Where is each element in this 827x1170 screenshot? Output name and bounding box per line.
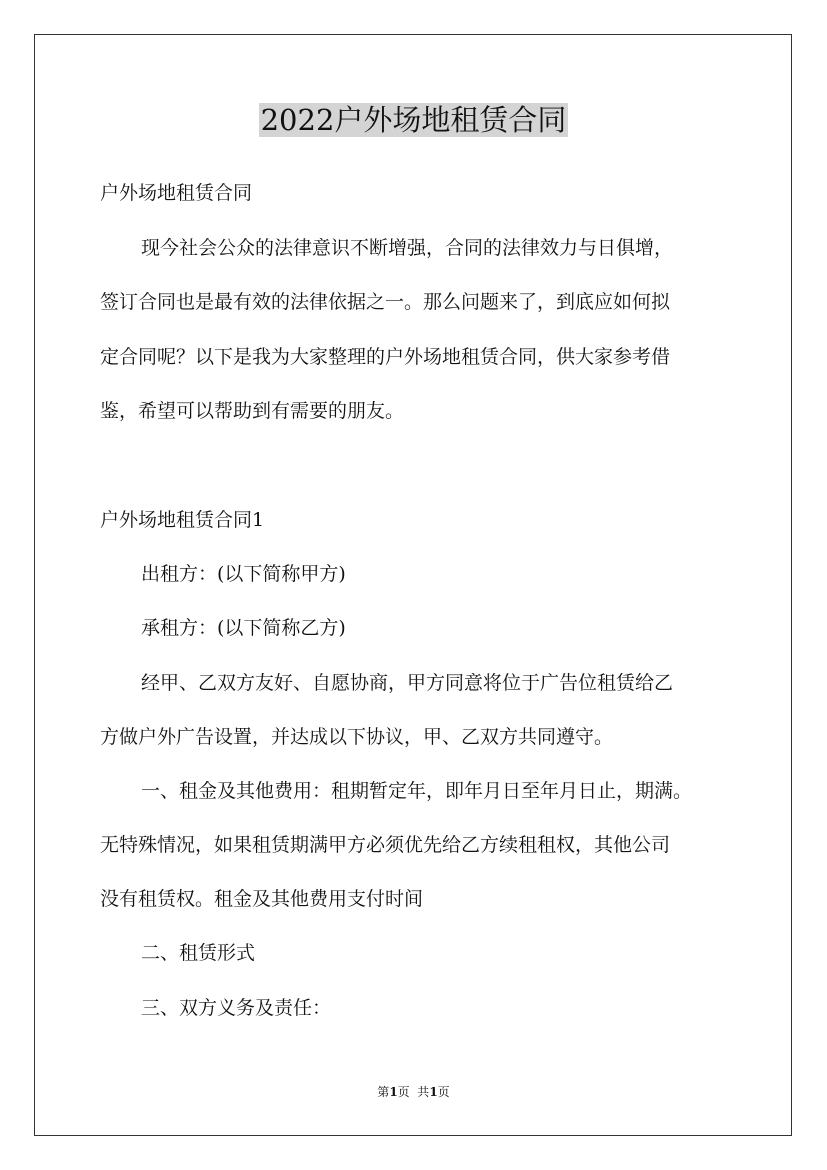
footer-page-number: 1 (389, 1085, 398, 1099)
paragraph-line: 鉴，希望可以帮助到有需要的朋友。 (100, 400, 405, 422)
clause-heading: 三、双方义务及责任： (141, 997, 332, 1019)
clause-heading: 二、租赁形式 (141, 942, 256, 964)
footer-page-total: 1 (429, 1085, 438, 1099)
document-title-text: 2022户外场地租赁合同 (260, 103, 567, 137)
lessor-line: 出租方：(以下简称甲方) (141, 563, 346, 585)
lessee-line: 承租方：(以下简称乙方) (141, 617, 346, 639)
footer-page-mid: 页 共 (397, 1085, 430, 1099)
document-title (0, 100, 827, 140)
footer-page-suffix: 页 (437, 1085, 450, 1099)
contract-heading: 户外场地租赁合同1 (100, 509, 265, 531)
clause-line: 没有租赁权。租金及其他费用支付时间 (100, 888, 424, 910)
paragraph-line: 定合同呢？以下是我为大家整理的户外场地租赁合同，供大家参考借 (100, 346, 671, 368)
paragraph-line: 方做户外广告设置，并达成以下协议，甲、乙双方共同遵守。 (100, 726, 614, 748)
page-footer (0, 1084, 827, 1100)
paragraph-line: 经甲、乙双方友好、自愿协商，甲方同意将位于广告位租赁给乙 (141, 672, 674, 694)
paragraph-line: 签订合同也是最有效的法律依据之一。那么问题来了，到底应如何拟 (100, 291, 671, 313)
section-heading: 户外场地租赁合同 (100, 182, 253, 204)
footer-page-prefix: 第 (377, 1085, 390, 1099)
clause-line: 一、租金及其他费用：租期暂定年，即年月日至年月日止，期满。 (141, 780, 693, 802)
paragraph-line: 现今社会公众的法律意识不断增强，合同的法律效力与日俱增， (141, 237, 674, 259)
clause-line: 无特殊情况，如果租赁期满甲方必须优先给乙方续租租权，其他公司 (100, 834, 671, 856)
